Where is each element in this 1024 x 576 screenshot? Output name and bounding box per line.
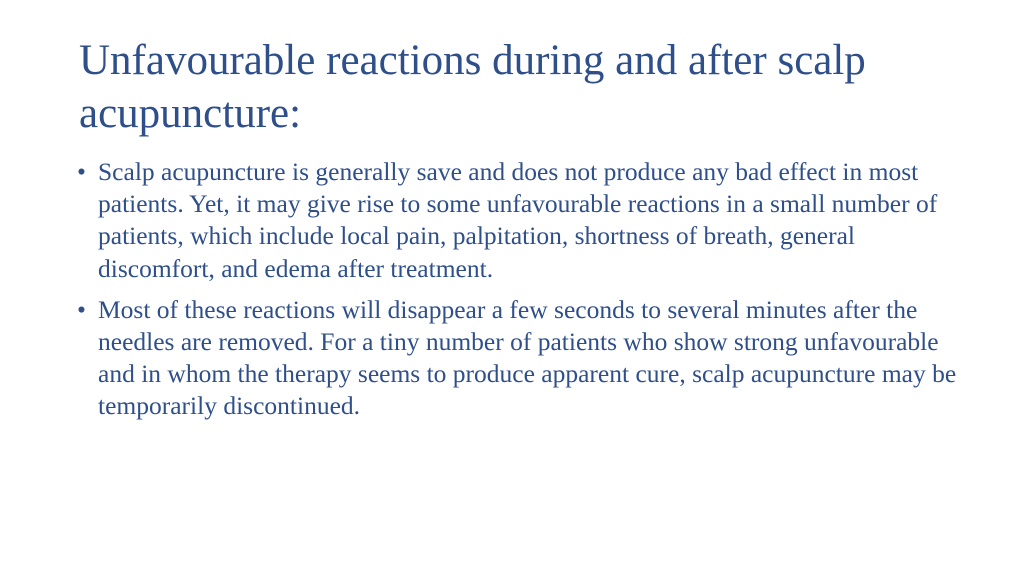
bullet-text: Scalp acupuncture is generally save and does not produce any bad effect in most patients. Yet, it may give rise to some unfavourable reactions in a small number of patients, which include local pain, palpitation, shortness of breath, general discomfort, and edema after treatment. bbox=[98, 157, 938, 283]
bullet-item-1 bbox=[77, 156, 957, 285]
bullet-list bbox=[77, 156, 957, 432]
bullet-marker-icon: • bbox=[77, 157, 86, 186]
bullet-text: Most of these reactions will disappear a few seconds to several minutes after the needles are removed. For a tiny number of patients who show strong unfavourable and in whom the therapy seems to produce apparent cure, scalp acupuncture may be temporarily discontinued. bbox=[98, 294, 957, 421]
bullet-item-2 bbox=[77, 294, 957, 423]
slide-title: Unfavourable reactions during and after scalp acupuncture: bbox=[79, 37, 866, 137]
bullet-marker-icon: • bbox=[77, 294, 86, 324]
